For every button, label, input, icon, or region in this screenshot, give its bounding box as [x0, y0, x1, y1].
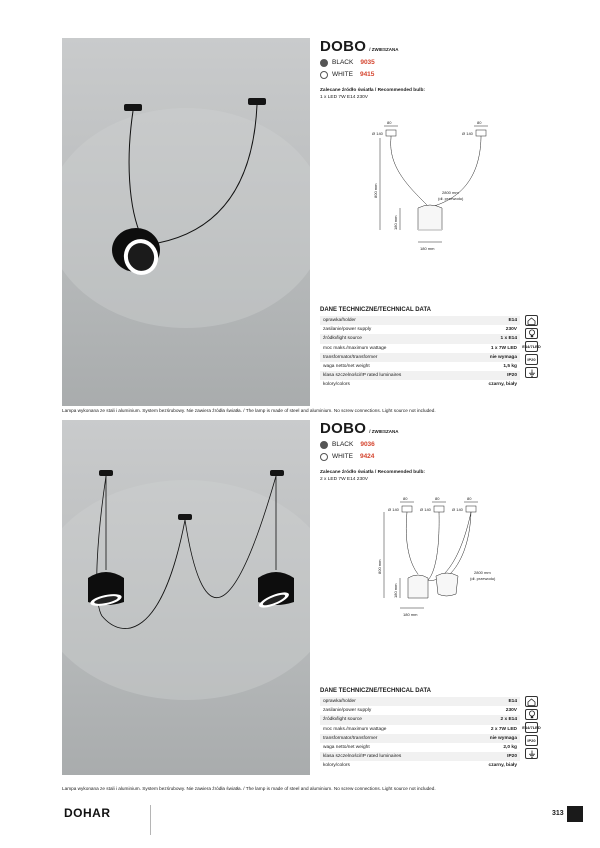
svg-text:800 mm: 800 mm: [377, 559, 382, 574]
tech-table: [320, 316, 520, 390]
feature-icons: [522, 696, 541, 759]
product-code: 9424: [359, 453, 375, 460]
svg-text:80: 80: [403, 496, 408, 501]
svg-text:180 mm: 180 mm: [393, 583, 398, 598]
white-swatch-icon: [320, 453, 328, 461]
svg-text:(dł. przewodu): (dł. przewodu): [438, 196, 464, 201]
tech-row: kolory/colors czarny, biały: [323, 382, 517, 388]
svg-text:180 mm: 180 mm: [420, 246, 435, 251]
product-name: DOBO: [320, 420, 367, 437]
footer-divider: [150, 805, 151, 835]
page-marker: [567, 806, 583, 822]
tech-row: kolory/colors czarny, biały: [323, 763, 517, 769]
variant-black: BLACK 9036: [320, 440, 540, 449]
tech-row: transformator/transformer nie wymaga: [320, 353, 520, 362]
led-icon: E14/7 LED: [525, 722, 538, 733]
ground-icon: [525, 748, 538, 759]
product-code: 9035: [360, 59, 375, 66]
svg-text:80: 80: [387, 120, 392, 125]
svg-text:180 mm: 180 mm: [403, 612, 418, 617]
bulb-icon: [525, 709, 538, 720]
svg-text:80: 80: [435, 496, 440, 501]
home-icon: [525, 315, 538, 326]
tech-row: waga netto/net weight 2,0 kg: [323, 745, 517, 751]
svg-text:Ø 140: Ø 140: [420, 507, 431, 512]
ground-icon: [525, 367, 538, 378]
svg-text:Ø 140: Ø 140: [388, 507, 399, 512]
variant-black: BLACK 9035: [320, 58, 540, 67]
tech-row: moc maks./maximum wattage 2 x 7W LED: [323, 726, 517, 732]
svg-text:2800 mm: 2800 mm: [442, 190, 459, 195]
svg-text:180 mm: 180 mm: [393, 215, 398, 230]
tech-title: DANE TECHNICZNE/TECHNICAL DATA: [320, 307, 431, 313]
product-name: DOBO: [320, 38, 367, 55]
svg-text:2800 mm: 2800 mm: [474, 570, 491, 575]
svg-text:80: 80: [467, 496, 472, 501]
tech-title: DANE TECHNICZNE/TECHNICAL DATA: [320, 688, 431, 694]
tech-row: klasa szczelności/IP rated luminaires IP20: [320, 752, 520, 761]
svg-text:Ø 140: Ø 140: [452, 507, 463, 512]
variant-white: WHITE 9424: [320, 452, 540, 461]
tech-row: moc maks./maximum wattage 1 x 7W LED: [323, 345, 517, 351]
tech-row: klasa szczelności/IP rated luminaires IP20: [320, 371, 520, 380]
black-swatch-icon: [320, 59, 328, 67]
technical-data-1: [320, 307, 542, 390]
product-code: 9415: [359, 71, 375, 78]
tech-row: źródło/light source 2 x E14: [320, 715, 520, 724]
tech-table: [320, 697, 520, 771]
product-header-1: [320, 38, 540, 101]
product-note-2: Lampa wykonana ze stali i aluminium. System bezśrubowy. Nie zawiera źródła światła. / The lamp is made of steel and aluminium. No screw connections. Light source not included.: [62, 786, 436, 791]
svg-text:80: 80: [477, 120, 482, 125]
ip20-icon: IP20: [525, 354, 538, 365]
product-photo-double: [62, 420, 310, 775]
product-header-2: [320, 420, 540, 483]
page-number: 313: [552, 810, 564, 817]
technical-data-2: [320, 688, 542, 771]
led-icon: E14/7 LED: [525, 341, 538, 352]
product-subtitle: / ZWIESZANA: [369, 47, 399, 52]
product-photo-single: [62, 38, 310, 406]
tech-row: zasilanie/power supply 230V: [323, 327, 517, 333]
svg-text:Ø 140: Ø 140: [462, 131, 473, 136]
svg-text:800 mm: 800 mm: [373, 183, 378, 198]
recommended-bulb: Zalecane źródło światła / Recommended bulb: 2 x LED 7W E14 230V: [320, 470, 426, 482]
ip20-icon: IP20: [525, 735, 538, 746]
dimension-diagram-2: [370, 494, 520, 639]
product-code: 9036: [360, 441, 375, 448]
feature-icons: [522, 315, 541, 378]
home-icon: [525, 696, 538, 707]
white-swatch-icon: [320, 71, 328, 79]
svg-text:Ø 140: Ø 140: [372, 131, 383, 136]
variant-white: WHITE 9415: [320, 70, 540, 79]
tech-row: oprawka/holder E14: [320, 697, 520, 706]
brand-logo: DOHAR: [64, 806, 111, 820]
dimension-diagram-1: [370, 118, 510, 263]
tech-row: transformator/transformer nie wymaga: [320, 734, 520, 743]
tech-row: oprawka/holder E14: [320, 316, 520, 325]
tech-row: zasilanie/power supply 230V: [323, 708, 517, 714]
product-note-1: Lampa wykonana ze stali i aluminium. System bezśrubowy. Nie zawiera źródła światła. / The lamp is made of steel and aluminium. No screw connections. Light source not included.: [62, 408, 436, 413]
black-swatch-icon: [320, 441, 328, 449]
tech-row: źródło/light source 1 x E14: [320, 334, 520, 343]
bulb-icon: [525, 328, 538, 339]
recommended-bulb: Zalecane źródło światła / Recommended bulb: 1 x LED 7W E14 230V: [320, 88, 426, 100]
svg-text:(dł. przewodu): (dł. przewodu): [470, 576, 496, 581]
product-subtitle: / ZWIESZANA: [369, 429, 399, 434]
tech-row: waga netto/net weight 1,5 kg: [323, 364, 517, 370]
